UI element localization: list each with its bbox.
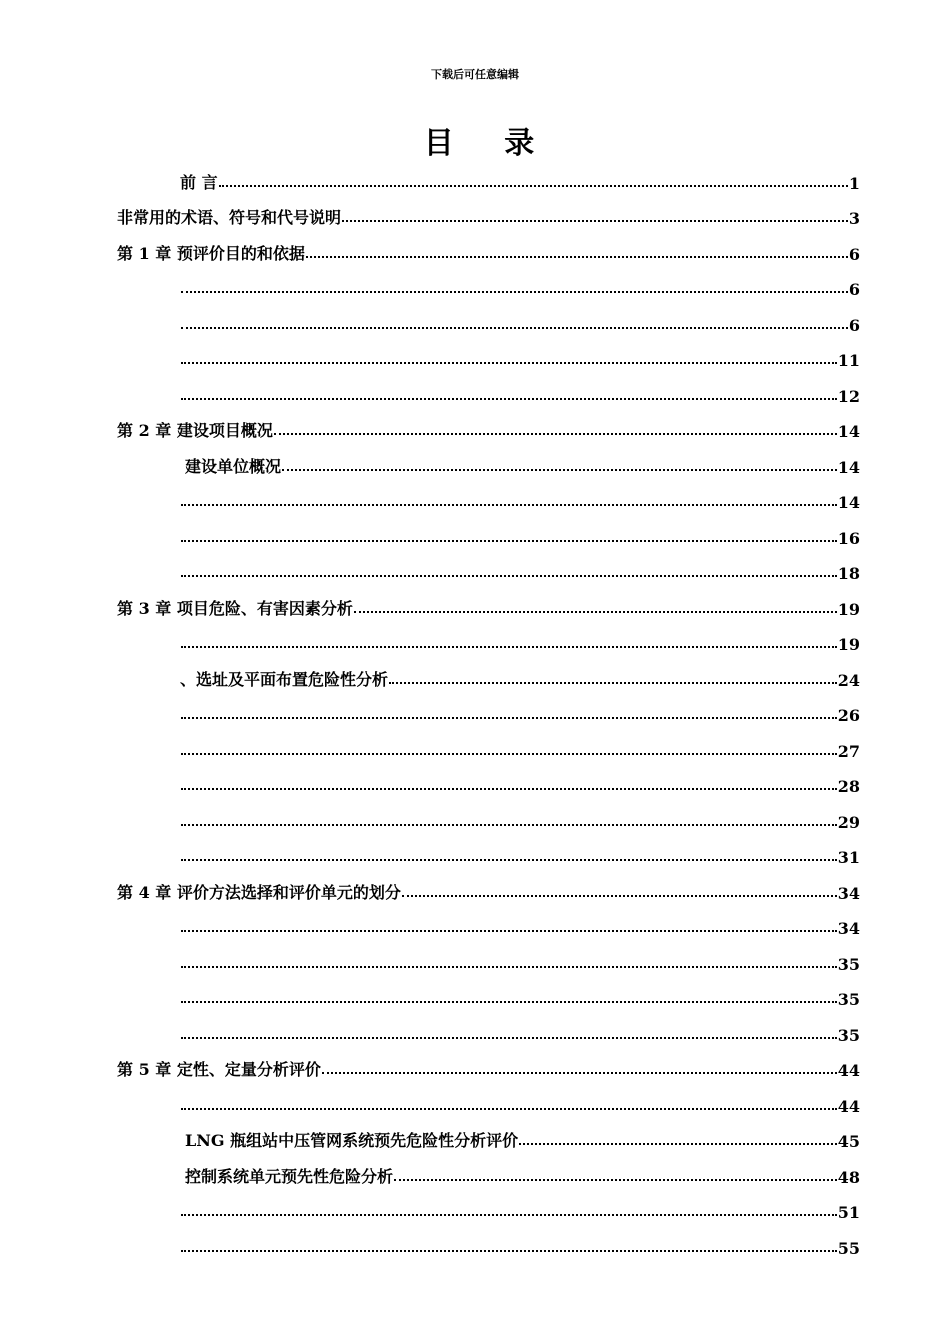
toc-entry-label: 第 4 章 评价方法选择和评价单元的划分 [117, 883, 401, 902]
dot-leader [354, 611, 837, 613]
toc-entry[interactable] [180, 939, 860, 974]
toc-entry[interactable] [180, 1187, 860, 1222]
toc-entry[interactable] [117, 229, 860, 264]
toc-entry[interactable] [117, 868, 860, 903]
toc-entry-page: 28 [837, 777, 860, 796]
toc-entry-page: 35 [837, 955, 860, 974]
dot-leader [402, 895, 837, 897]
toc-entry-page: 34 [837, 884, 860, 903]
dot-leader [181, 362, 837, 364]
toc-entry[interactable] [180, 655, 860, 690]
toc-entry-page: 6 [848, 245, 860, 264]
toc-entry[interactable] [185, 1152, 860, 1187]
toc-entry[interactable] [180, 903, 860, 938]
toc-entry[interactable] [180, 335, 860, 370]
dot-leader [342, 220, 848, 222]
toc-entry-page: 19 [837, 635, 860, 654]
toc-entry-page: 1 [848, 174, 860, 193]
dot-leader [181, 575, 837, 577]
dot-leader [181, 966, 837, 968]
toc-entry[interactable] [117, 584, 860, 619]
toc-entry-page: 24 [837, 671, 860, 690]
toc-entry-page: 19 [837, 600, 860, 619]
dot-leader [181, 1108, 837, 1110]
toc-entry[interactable] [180, 264, 860, 299]
toc-entry-page: 51 [837, 1203, 860, 1222]
toc-entry[interactable] [180, 1081, 860, 1116]
dot-leader [181, 824, 837, 826]
toc-entry-page: 18 [837, 564, 860, 583]
dot-leader [181, 1250, 837, 1252]
toc-entry-page: 11 [837, 351, 860, 370]
toc-entry-page: 48 [837, 1168, 860, 1187]
dot-leader [181, 753, 837, 755]
toc-title: 目 录 [423, 126, 555, 161]
toc-entry-label: 第 5 章 定性、定量分析评价 [117, 1060, 321, 1079]
dot-leader [181, 398, 837, 400]
dot-leader [519, 1143, 837, 1145]
toc-entry-label: 第 3 章 项目危险、有害因素分析 [117, 599, 353, 618]
dot-leader [306, 256, 848, 258]
toc-entry[interactable] [180, 158, 860, 193]
toc-entry[interactable] [180, 761, 860, 796]
dot-leader [181, 859, 837, 861]
toc-entry-page: 14 [837, 493, 860, 512]
toc-entry-page: 55 [837, 1239, 860, 1258]
toc-entry[interactable] [180, 726, 860, 761]
dot-leader [322, 1072, 837, 1074]
toc-entry[interactable] [180, 548, 860, 583]
toc-entry[interactable] [117, 406, 860, 441]
dot-leader [394, 1179, 837, 1181]
toc-entry-label: 第 1 章 预评价目的和依据 [117, 244, 305, 263]
toc-entry-label: 控制系统单元预先性危险分析 [185, 1167, 394, 1186]
page-header: 下载后可任意编辑 [431, 68, 519, 81]
toc-entry[interactable] [185, 1116, 860, 1151]
toc-entry[interactable] [180, 513, 860, 548]
toc-entry-page: 44 [837, 1097, 860, 1116]
toc-entry-label: 建设单位概况 [185, 457, 282, 476]
toc-entry-page: 34 [837, 919, 860, 938]
toc-entry-page: 27 [837, 742, 860, 761]
toc-entry-label: 、选址及平面布置危险性分析 [180, 670, 389, 689]
toc-entry-page: 29 [837, 813, 860, 832]
toc-entry-page: 45 [837, 1132, 860, 1151]
dot-leader [181, 504, 837, 506]
toc-entry-page: 6 [848, 280, 860, 299]
toc-entry-page: 6 [848, 316, 860, 335]
toc-entry-page: 12 [837, 387, 860, 406]
toc-entry[interactable] [117, 1045, 860, 1080]
toc-entry[interactable] [180, 1223, 860, 1258]
toc-entry[interactable] [180, 371, 860, 406]
toc-entry[interactable] [180, 974, 860, 1009]
toc-entry-page: 14 [837, 458, 860, 477]
toc-entry-page: 26 [837, 706, 860, 725]
toc-entry-page: 44 [837, 1061, 860, 1080]
toc-entry[interactable] [185, 442, 860, 477]
toc-entry-label: 第 2 章 建设项目概况 [117, 421, 273, 440]
dot-leader [181, 1037, 837, 1039]
toc-entry-label: 前 言 [180, 173, 218, 192]
dot-leader [181, 930, 837, 932]
toc-entry[interactable] [180, 1010, 860, 1045]
dot-leader [389, 682, 837, 684]
toc-entry-page: 31 [837, 848, 860, 867]
dot-leader [282, 469, 837, 471]
dot-leader [181, 291, 848, 293]
toc-entry[interactable] [180, 690, 860, 725]
toc-entry-page: 3 [848, 209, 860, 228]
toc-entry-label: LNG 瓶组站中压管网系统预先危险性分析评价 [185, 1131, 519, 1150]
toc-entry[interactable] [180, 300, 860, 335]
dot-leader [181, 1001, 837, 1003]
toc-entry[interactable] [180, 619, 860, 654]
dot-leader [181, 717, 837, 719]
toc-entry-page: 35 [837, 1026, 860, 1045]
toc-entry-page: 14 [837, 422, 860, 441]
dot-leader [219, 185, 848, 187]
dot-leader [181, 788, 837, 790]
dot-leader [181, 540, 837, 542]
toc-entry-page: 35 [837, 990, 860, 1009]
dot-leader [181, 327, 848, 329]
toc-entry[interactable] [180, 797, 860, 832]
dot-leader [274, 433, 837, 435]
toc-entry[interactable] [117, 193, 860, 228]
dot-leader [181, 1214, 837, 1216]
toc-entry-page: 16 [837, 529, 860, 548]
toc-entry[interactable] [180, 832, 860, 867]
toc-entry-label: 非常用的术语、符号和代号说明 [117, 208, 342, 227]
dot-leader [181, 646, 837, 648]
toc-entry[interactable] [180, 477, 860, 512]
